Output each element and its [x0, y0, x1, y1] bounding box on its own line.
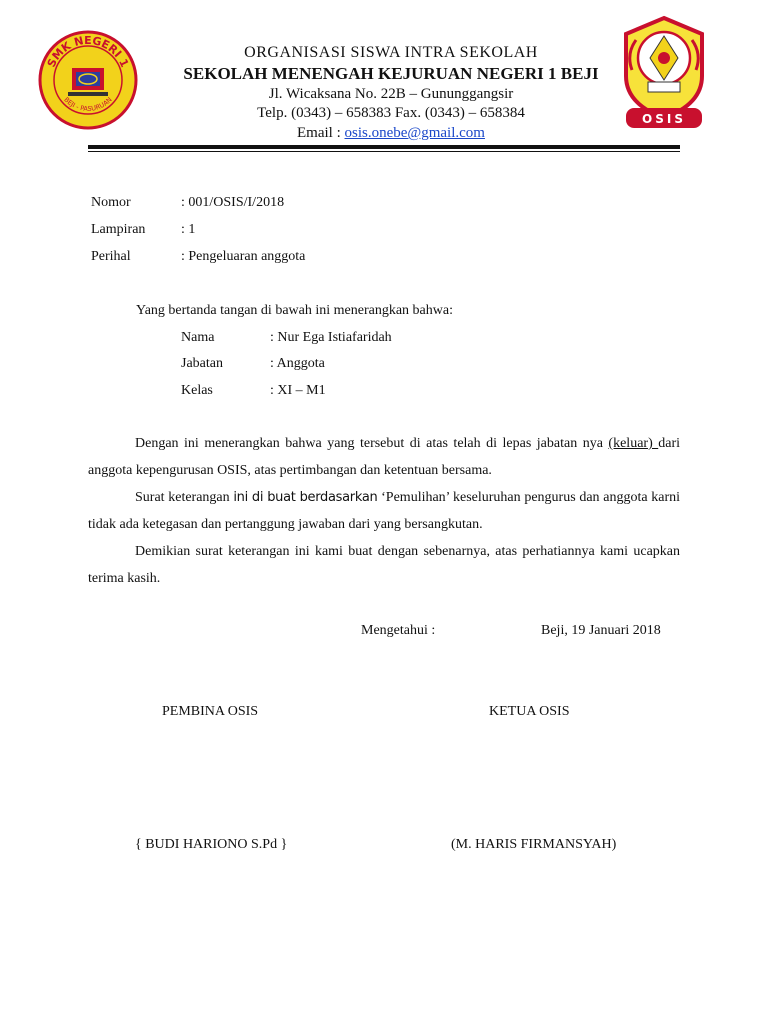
paragraph-2: Surat keterangan ini di buat berdasarkan ‘Pemulihan’ keseluruhan pengurus dan anggota karni tidak ada ketegasan dan pertanggung jawaban dari yang bersangkutan.	[88, 490, 680, 532]
org-name: ORGANISASI SISWA INTRA SEKOLAH	[244, 44, 538, 61]
email-label: Email :	[297, 125, 345, 141]
kelas-label: Kelas	[181, 383, 213, 398]
nama-label: Nama	[181, 330, 215, 345]
paragraph-3: Demikian surat keterangan ini kami buat dengan sebenarnya, atas perhatiannya kami ucapkan terima kasih.	[88, 544, 680, 586]
keluar-underlined: (keluar)	[608, 436, 659, 451]
intro-text: Yang bertanda tangan di bawah ini menerangkan bahwa:	[136, 303, 453, 318]
lampiran-value: : 1	[181, 222, 196, 237]
school-phone: Telp. (0343) – 658383 Fax. (0343) – 658384	[257, 105, 525, 121]
pembina-title: PEMBINA OSIS	[162, 704, 259, 719]
jabatan-value: : Anggota	[270, 356, 325, 371]
svg-text:OSIS: OSIS	[642, 112, 686, 126]
kelas-value: : XI – M1	[270, 383, 326, 398]
svg-text:SMK NEGERI 1: SMK NEGERI 1	[44, 33, 132, 70]
school-address: Jl. Wicaksana No. 22B – Gununggangsir	[268, 86, 514, 102]
perihal-value: : Pengeluaran anggota	[181, 249, 306, 264]
perihal-label: Perihal	[91, 249, 131, 264]
nomor-label: Nomor	[91, 195, 131, 210]
letter-date: Beji, 19 Januari 2018	[541, 623, 661, 638]
school-name: SEKOLAH MENENGAH KEJURUAN NEGERI 1 BEJI	[183, 64, 599, 83]
nama-value: : Nur Ega Istiafaridah	[270, 330, 392, 345]
header-divider-thick	[88, 145, 680, 149]
lampiran-label: Lampiran	[91, 222, 146, 237]
nomor-value: : 001/OSIS/I/2018	[181, 195, 285, 210]
paragraph-1: Dengan ini menerangkan bahwa yang tersebut di atas telah di lepas jabatan nya (keluar) dari anggota kepengurusan OSIS, atas pertimbangan dan ketentuan bersama.	[88, 436, 680, 478]
school-email-line	[0, 125, 768, 142]
header-divider-thin	[88, 151, 680, 152]
ketua-title: KETUA OSIS	[489, 704, 570, 719]
mengetahui-label: Mengetahui :	[361, 623, 436, 638]
pembina-name: { BUDI HARIONO S.Pd }	[135, 837, 288, 852]
jabatan-label: Jabatan	[181, 356, 223, 371]
email-link[interactable]: osis.onebe@gmail.com	[344, 125, 485, 141]
svg-text:BEJI - PASURUAN: BEJI - PASURUAN	[62, 95, 114, 113]
ketua-name: (M. HARIS FIRMANSYAH)	[451, 837, 617, 852]
